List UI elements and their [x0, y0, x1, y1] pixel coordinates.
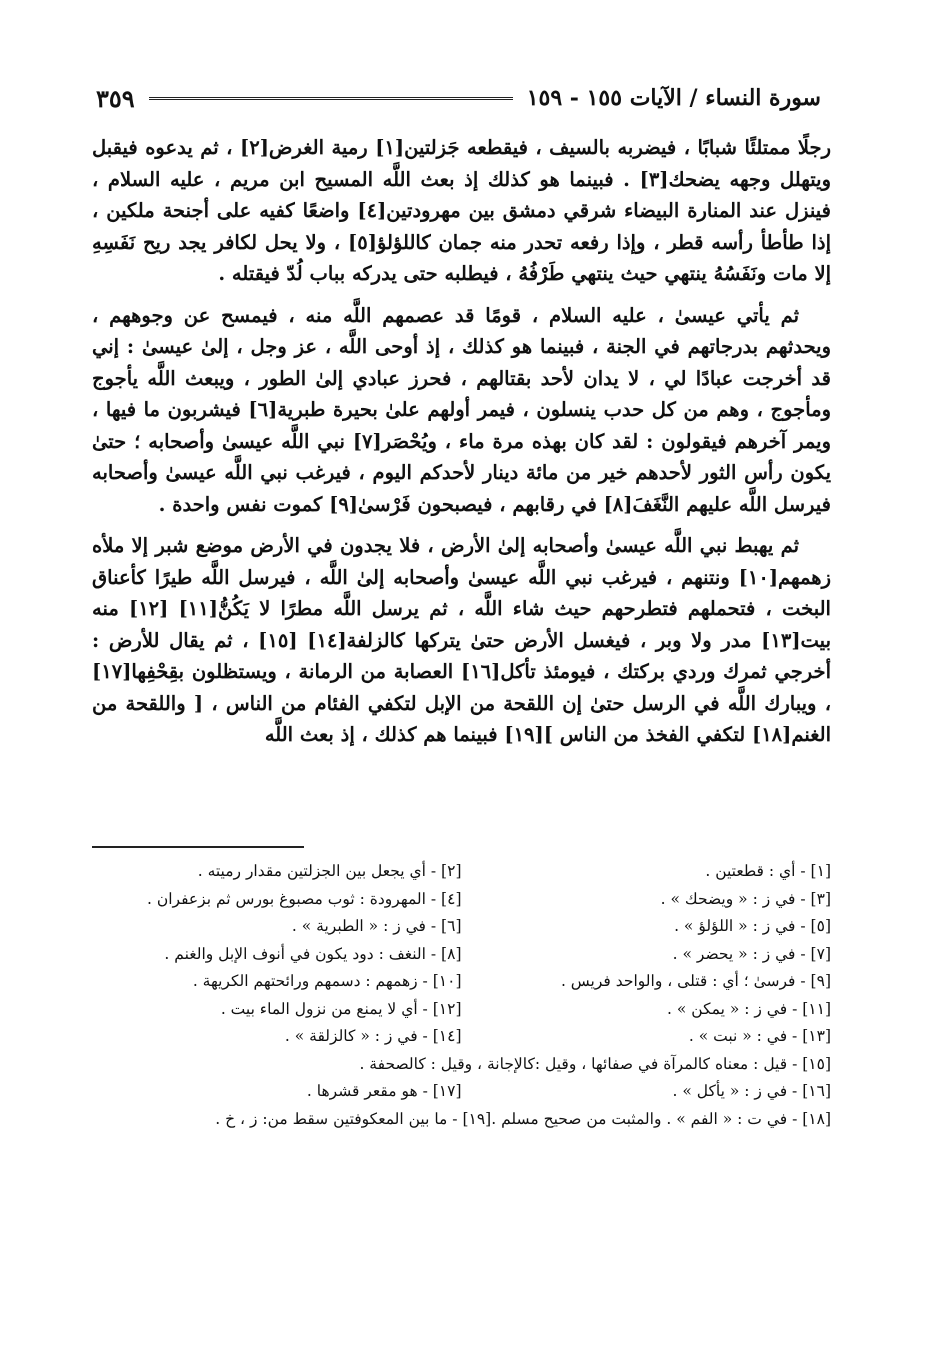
paragraph: ثم يأتي عيسىٰ ، عليه السلام ، قومًا قد عصمهم اللَّه منه ، فيمسح عن وجوههم ، ويحدثهم بدرجاتهم في الجنة ، فبينما هو كذلك ، إذ أوحى اللَّه ، عز وجل ، إلىٰ عيسىٰ : إني قد أخرجت عبادًا لي ، لا يدان لأحد بقتالهم ، فحرز عبادي إلىٰ الطور ، ويبعث اللَّه يأجوج ومأجوج ، وهم من كل حدب ينسلون ، فيمر أولهم علىٰ بحيرة طبرية[٦] فيشربون ما فيها ، ويمر آخرهم فيقولون : لقد كان بهذه مرة ماء ، ويُحْصَر[٧] نبي اللَّه عيسىٰ وأصحابه ؛ حتىٰ يكون رأس الثور لأحدهم خير من مائة دينار لأحدكم اليوم ، فيرغب نبي اللَّه عيسىٰ وأصحابه فيرسل اللَّه عليهم النَّغَفَ[٨] في رقابهم ، فيصبحون فَرْسىٰ[٩] كموت نفس واحدة . [92, 303, 832, 516]
footnote: [١٥] - قيل : معناه كالمرآة في صفائها ، وقيل :كالإجانة ، وقيل : كالصحفة . [359, 1054, 831, 1073]
footnote-row [92, 886, 831, 914]
footnote: [٢] - أي يجعل بين الجزلتين مقدار رميته . [197, 862, 462, 880]
footnote: [١١] - في ز : « يمكن » . [667, 999, 831, 1018]
footnote: [١٣] - في : « نبت » . [688, 1027, 831, 1045]
footnote-row [92, 858, 831, 886]
footnote: [٦] - في ز : « الطبرية » . [291, 917, 462, 935]
footnote: [٩] - فرسىٰ ؛ أي : قتلى ، والواحد فريس . [560, 972, 831, 990]
footnote: [٧] - في ز : « يحضر » . [672, 944, 831, 963]
paragraph: رجلًا ممتلئًا شبابًا ، فيضربه بالسيف ، فيقطعه جَزلتين[١] رمية الغرض[٢] ، ثم يدعوه فيقبل ويتهلل وجهه يضحك[٣] . فبينما هو كذلك إذ بعث اللَّه المسيح ابن مريم ، عليه السلام ، فينزل عند المنارة البيضاء شرقي دمشق بين مهرودتين[٤] واضعًا كفيه على أجنحة ملكين ، إذا طأطأ رأسه قطر ، وإذا رفعه تحدر منه جمان كاللؤلؤ[٥] ، ولا يحل لكافر يجد ريح نَفَسِهِ إلا مات ونَفَسُهُ ينتهي حيث ينتهي طَرْفُهُ ، فيطلبه حتى يدركه بباب لُدّ فيقتله . [92, 136, 832, 285]
running-title: سورة النساء / الآيات ١٥٥ - ١٥٩ [526, 85, 821, 111]
footnote: [١٢] - أي لا يمنع من نزول الماء بيت . [220, 999, 462, 1018]
footnote: [٤] - المهرودة : ثوب مصبوغ بورس ثم بزعفران . [146, 889, 462, 908]
footnote: [١٤] - في ز : « كالزلقة » . [284, 1027, 462, 1045]
footnote-row [92, 968, 831, 996]
footnote: [١٨] - في ت : « الفم » . والمثبت من صحيح مسلم .[١٩] - ما بين المعكوفتين سقط من: ز ، خ . [215, 1109, 831, 1128]
footnote-separator [92, 846, 304, 848]
footnote: [١٧] - هو مقعر قشرها . [306, 1082, 462, 1100]
footnote-row [92, 1078, 831, 1106]
header-rule [149, 97, 513, 100]
footnote-row [92, 913, 831, 941]
main-text [92, 132, 831, 761]
footnote: [٣] - في ز : « ويضحك » . [660, 889, 831, 908]
footnote: [٨] - النغف : دود يكون في أنوف الإبل والغنم . [164, 944, 462, 963]
footnote-row [92, 996, 831, 1024]
footnote: [١] - أي : قطعتين . [705, 862, 831, 880]
footnote: [١٠] - زهمهم : دسمهم ورائحتهم الكريهة . [192, 972, 462, 990]
footnotes [92, 858, 831, 1133]
footnote-row [92, 1023, 831, 1051]
footnote: [١٦] - في ز : « يأكل » . [672, 1082, 831, 1100]
page-header [96, 80, 821, 116]
paragraph: ثم يهبط نبي اللَّه عيسىٰ وأصحابه إلىٰ الأرض ، فلا يجدون في الأرض موضع شبر إلا ملأه زهمهم[١٠] ونتنهم ، فيرغب نبي اللَّه عيسىٰ وأصحابه إلىٰ اللَّه ، فيرسل اللَّه طيرًا كأعناق البخت ، فتحملهم فتطرحهم حيث شاء اللَّه ، ثم يرسل اللَّه مطرًا لا يَكُنُّ[١١] [١٢] منه بيت[١٣] مدر ولا وبر ، فيغسل الأرض حتىٰ يتركها كالزلفة[١٤] [١٥] ، ثم يقال للأرض : أخرجي ثمرك وردي بركتك ، فيومئذ تأكل[١٦] العصابة من الرمانة ، ويستظلون بقِحْفِها[١٧] ، ويبارك اللَّه في الرسل حتىٰ إن اللقحة من الإبل لتكفي الفئام من الناس ، [ واللقحة من الغنم[١٨] لتكفي الفخذ من الناس ][١٩] فبينما هم كذلك ، إذ بعث اللَّه [92, 534, 831, 746]
footnote-row [92, 941, 831, 969]
page-number: ٣٥٩ [96, 83, 135, 113]
footnote: [٥] - في ز : « اللؤلؤ » . [674, 917, 831, 935]
